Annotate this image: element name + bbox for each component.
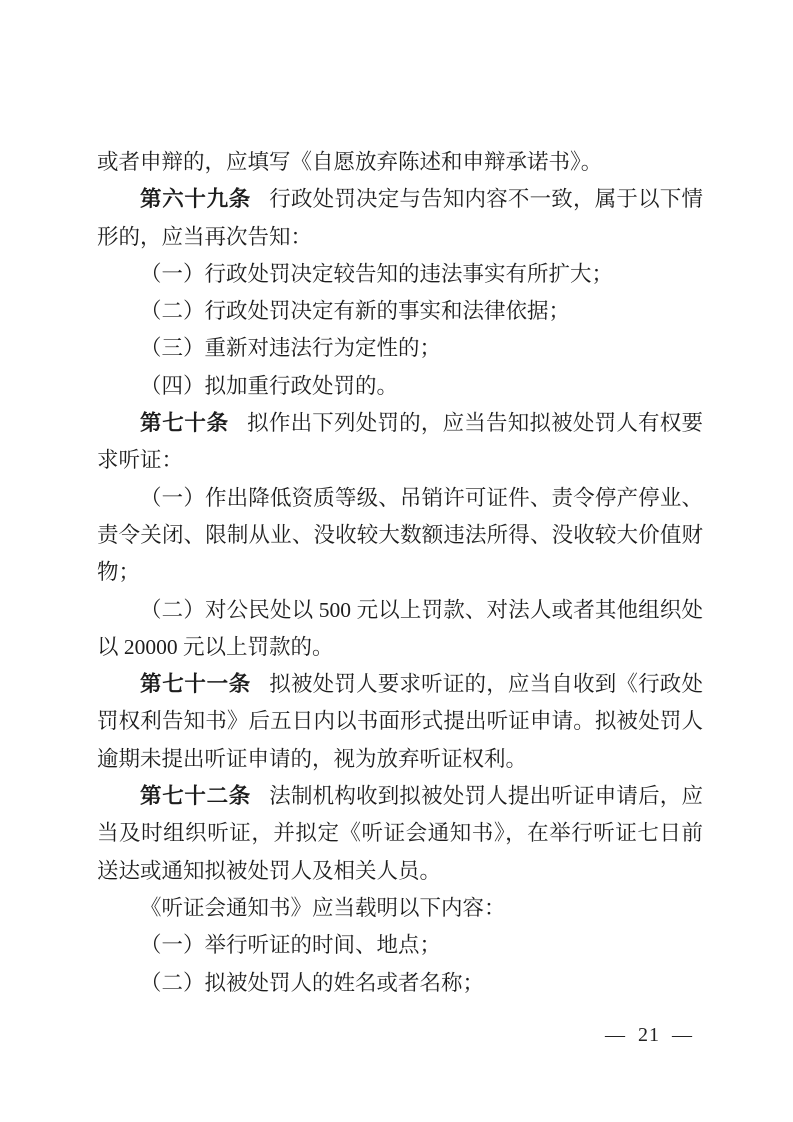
article-70-item-1-text: （一）作出降低资质等级、吊销许可证件、责令停产停业、责令关闭、限制从业、没收较大数额违法所得、没收较大价值财物； [97, 485, 703, 585]
article-70-text: 拟作出下列处罚的，应当告知拟被处罚人有权要求听证： [97, 411, 703, 473]
article-69-para [97, 181, 703, 256]
notice-item-1-text: （一）举行听证的时间、地点； [140, 933, 442, 958]
article-71-para [97, 666, 703, 778]
article-72-para [97, 778, 703, 890]
article-69-item-3-text: （三）重新对违法行为定性的； [140, 336, 442, 361]
article-69-text: 行政处罚决定与告知内容不一致，属于以下情形的，应当再次告知： [97, 187, 703, 249]
para-continuation-text: 或者申辩的，应填写《自愿放弃陈述和申辩承诺书》。 [97, 150, 603, 174]
article-69-item-4 [97, 368, 703, 405]
article-70-number: 第七十条 [140, 411, 229, 436]
page-number: — 21 — [605, 1024, 693, 1046]
article-70-item-1 [97, 480, 703, 592]
article-69-item-2-text: （二）行政处罚决定有新的事实和法律依据； [140, 299, 571, 324]
para-continuation [97, 144, 703, 181]
article-69-item-1 [97, 256, 703, 293]
notice-content-text: 《听证会通知书》应当载明以下内容： [140, 895, 506, 920]
article-69-item-1-text: （一）行政处罚决定较告知的违法事实有所扩大； [140, 261, 614, 286]
article-69-item-2 [97, 293, 703, 330]
notice-item-2-text: （二）拟被处罚人的姓名或者名称； [140, 970, 485, 995]
notice-content-para [97, 890, 703, 927]
notice-item-2 [97, 965, 703, 1002]
notice-item-1 [97, 927, 703, 964]
article-72-text: 法制机构收到拟被处罚人提出听证申请后，应当及时组织听证，并拟定《听证会通知书》，在举行听证七日前送达或通知拟被处罚人及相关人员。 [97, 784, 703, 883]
article-70-para [97, 405, 703, 480]
article-71-number: 第七十一条 [140, 672, 251, 697]
article-70-item-2-text: （二）对公民处以 500 元以上罚款、对法人或者其他组织处以 20000 元以上罚款的。 [97, 597, 703, 659]
article-69-item-4-text: （四）拟加重行政处罚的。 [140, 373, 399, 398]
article-69-number: 第六十九条 [140, 187, 251, 212]
article-71-text: 拟被处罚人要求听证的，应当自收到《行政处罚权利告知书》后五日内以书面形式提出听证申请。拟被处罚人逾期未提出听证申请的，视为放弃听证权利。 [97, 672, 703, 771]
article-72-number: 第七十二条 [140, 784, 251, 809]
document-body [97, 144, 703, 1002]
article-70-item-2 [97, 592, 703, 667]
article-69-item-3 [97, 330, 703, 367]
